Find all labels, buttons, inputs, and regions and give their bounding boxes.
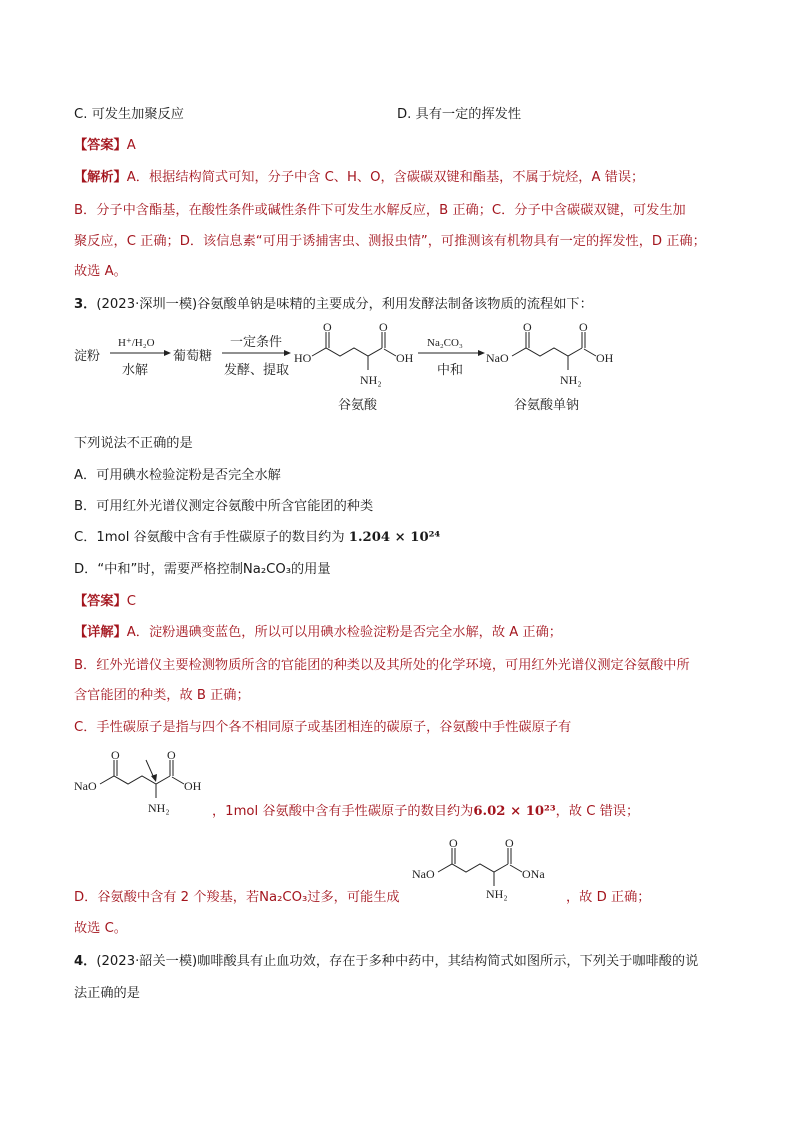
svg-text:O: O [449, 836, 458, 850]
analysis-line-1 [74, 166, 644, 185]
detail-line-c1: C．手性碳原子是指与四个各不相同原子或基团相连的碳原子，谷氨酸中手性碳原子有 [74, 720, 572, 735]
chiral-carbon-structure [74, 748, 224, 818]
analysis-line-3: 聚反应，C 正确；D．该信息素“可用于诱捕害虫、测报虫情”，可推测该有机物具有一定的挥发性，D 正确； [74, 234, 706, 249]
svg-text:O: O [379, 320, 388, 334]
option-d: D. 具有一定的挥发性 [397, 107, 522, 122]
arrow3-top: Na₂CO₃ [427, 337, 463, 349]
detail-choose: 故选 C。 [74, 921, 127, 936]
q3-answer-value: C [126, 594, 136, 609]
flow-mid: 葡萄糖 [173, 348, 213, 363]
answer-row [74, 134, 136, 153]
q3-option-d: D．“中和”时，需要严格控制Na₂CO₃的用量 [74, 562, 331, 577]
detail-c2-value: 6.02 × 10²³ [473, 804, 556, 819]
svg-text:NaO: NaO [486, 351, 509, 365]
q3-prompt: 下列说法不正确的是 [74, 436, 193, 451]
arrow1-top: H⁺/H₂O [118, 337, 155, 349]
arrow2-top: 一定条件 [230, 334, 283, 349]
question-4-stem-2: 法正确的是 [74, 986, 140, 1001]
svg-text:NaO: NaO [412, 867, 435, 881]
monosodium-glutamate-structure [486, 320, 614, 387]
question-text: 谷氨酸单钠是味精的主要成分，利用发酵法制备该物质的流程如下： [197, 297, 593, 312]
svg-text:O: O [579, 320, 588, 334]
detail-c2-text: ，1mol 谷氨酸中含有手性碳原子的数目约为 [212, 804, 474, 819]
svg-text:NH₂: NH₂ [360, 373, 382, 387]
svg-text:NaO: NaO [74, 779, 97, 793]
name-glutamic-acid: 谷氨酸 [338, 397, 378, 412]
detail-c2-tail: ，故 C 错误； [555, 804, 640, 819]
q3-answer-label: 【答案】 [74, 594, 127, 609]
svg-text:NH₂: NH₂ [486, 887, 508, 901]
svg-text:OH: OH [596, 351, 614, 365]
svg-text:O: O [167, 748, 176, 762]
analysis-label: 【解析】 [74, 170, 127, 185]
flow-start: 淀粉 [74, 348, 101, 363]
answer-value: A [126, 138, 136, 153]
question-4-number: 4． [74, 954, 97, 969]
svg-text:O: O [323, 320, 332, 334]
q3-option-c [74, 526, 440, 545]
question-3-stem [74, 293, 593, 312]
detail-text-a: A．淀粉遇碘变蓝色，所以可以用碘水检验淀粉是否完全水解，故 A 正确； [126, 625, 562, 640]
svg-text:NH₂: NH₂ [148, 801, 170, 815]
question-number: 3． [74, 297, 97, 312]
svg-text:HO: HO [294, 351, 312, 365]
detail-line-b2: 含官能团的种类，故 B 正确； [74, 688, 250, 703]
chiral-arrow [146, 760, 154, 778]
q3-option-c-value: 1.204 × 10²⁴ [348, 530, 441, 545]
arrow2-bottom: 发酵、提取 [224, 362, 290, 377]
detail-line-d-tail: ，故 D 正确； [566, 890, 651, 905]
q3-answer-row [74, 590, 136, 609]
svg-text:NH₂: NH₂ [560, 373, 582, 387]
synthesis-flow-diagram [74, 322, 634, 417]
analysis-text-1: A．根据结构简式可知，分子中含 C、H、O，含碳碳双键和酯基，不属于烷烃，A 错误； [126, 170, 645, 185]
svg-text:O: O [111, 748, 120, 762]
detail-line-a [74, 621, 562, 640]
q3-option-c-text: C．1mol 谷氨酸中含有手性碳原子的数目约为 [74, 530, 345, 545]
svg-text:ONa: ONa [522, 867, 545, 881]
question-4-stem-1 [74, 950, 698, 969]
svg-text:OH: OH [396, 351, 414, 365]
glutamic-acid-structure [294, 320, 414, 387]
detail-line-b1: B．红外光谱仪主要检测物质所含的官能团的种类以及其所处的化学环境，可用红外光谱仪测定谷氨酸中所 [74, 658, 690, 673]
arrow3-bottom: 中和 [437, 362, 464, 377]
question-4-source: (2023·韶关一模) [96, 954, 198, 969]
question-4-text: 咖啡酸具有止血功效，存在于多种中药中，其结构简式如图所示，下列关于咖啡酸的说 [197, 954, 699, 969]
analysis-line-2: B．分子中含酯基，在酸性条件或碱性条件下可发生水解反应，B 正确；C．分子中含碳碳双键，可发生加 [74, 203, 686, 218]
svg-text:O: O [505, 836, 514, 850]
detail-label: 【详解】 [74, 625, 127, 640]
detail-line-c2 [212, 800, 639, 819]
svg-text:OH: OH [184, 779, 202, 793]
svg-text:O: O [523, 320, 532, 334]
arrow1-bottom: 水解 [122, 362, 149, 377]
question-source: (2023·深圳一模) [96, 297, 198, 312]
name-monosodium-glutamate: 谷氨酸单钠 [514, 397, 580, 412]
option-c: C. 可发生加聚反应 [74, 107, 184, 122]
detail-line-d: D．谷氨酸中含有 2 个羧基，若Na₂CO₃过多，可能生成 [74, 890, 400, 905]
answer-label: 【答案】 [74, 138, 127, 153]
q3-option-b: B．可用红外光谱仪测定谷氨酸中所含官能团的种类 [74, 499, 374, 514]
analysis-line-4: 故选 A。 [74, 264, 127, 279]
disodium-glutamate-structure [412, 832, 562, 902]
q3-option-a: A．可用碘水检验淀粉是否完全水解 [74, 468, 281, 483]
